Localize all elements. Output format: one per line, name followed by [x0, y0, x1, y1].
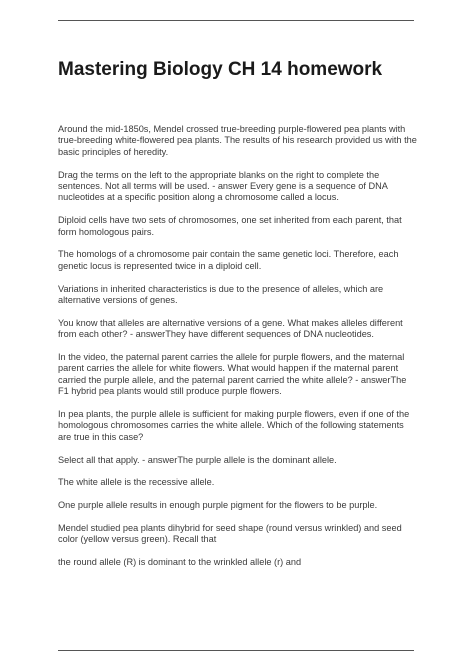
document-body — [58, 124, 418, 580]
paragraph: In the video, the paternal parent carries the allele for purple flowers, and the maternal parent carries the allele for white flowers. What would happen if the maternal parent carried the purple allele, and the paternal parent carried the white allele? - answerThe F1 hybrid pea plants would still produce purple flowers. — [58, 352, 407, 397]
paragraph: Variations in inherited characteristics is due to the presence of alleles, which are alternative versions of genes. — [58, 283, 384, 306]
paragraph: The white allele is the recessive allele. — [58, 477, 215, 488]
page-title: Mastering Biology CH 14 homework — [58, 59, 383, 80]
top-divider — [58, 20, 414, 21]
paragraph: Around the mid-1850s, Mendel crossed true-breeding purple-flowered pea plants with true-breeding white-flowered pea plants. The results of his research provided us with the basic principles of heredity. — [58, 124, 417, 157]
paragraph: Drag the terms on the left to the appropriate blanks on the right to complete the sentences. Not all terms will be used. - answer Every gene is a sequence of DNA nucleotides at a specific position along a chromosome called a locus. — [58, 169, 388, 203]
paragraph: Diploid cells have two sets of chromosomes, one set inherited from each parent, that form homologous pairs. — [58, 215, 402, 237]
paragraph: the round allele (R) is dominant to the wrinkled allele (r) and — [58, 557, 302, 568]
paragraph: The homologs of a chromosome pair contain the same genetic loci. Therefore, each genetic locus is represented twice in a diploid cell. — [58, 249, 399, 271]
paragraph: One purple allele results in enough purple pigment for the flowers to be purple. — [58, 500, 378, 511]
bottom-divider — [58, 650, 414, 651]
paragraph: You know that alleles are alternative versions of a gene. What makes alleles different from each other? - answerThey have different sequences of DNA nucleotides. — [58, 317, 403, 340]
paragraph: Select all that apply. - answerThe purple allele is the dominant allele. — [58, 454, 337, 465]
paragraph: In pea plants, the purple allele is sufficient for making purple flowers, even if one of the homologous chromosomes carries the white allele. Which of the following statements are true in this case? — [58, 409, 410, 442]
paragraph: Mendel studied pea plants dihybrid for seed shape (round versus wrinkled) and seed color (yellow versus green). Recall that — [58, 523, 402, 545]
